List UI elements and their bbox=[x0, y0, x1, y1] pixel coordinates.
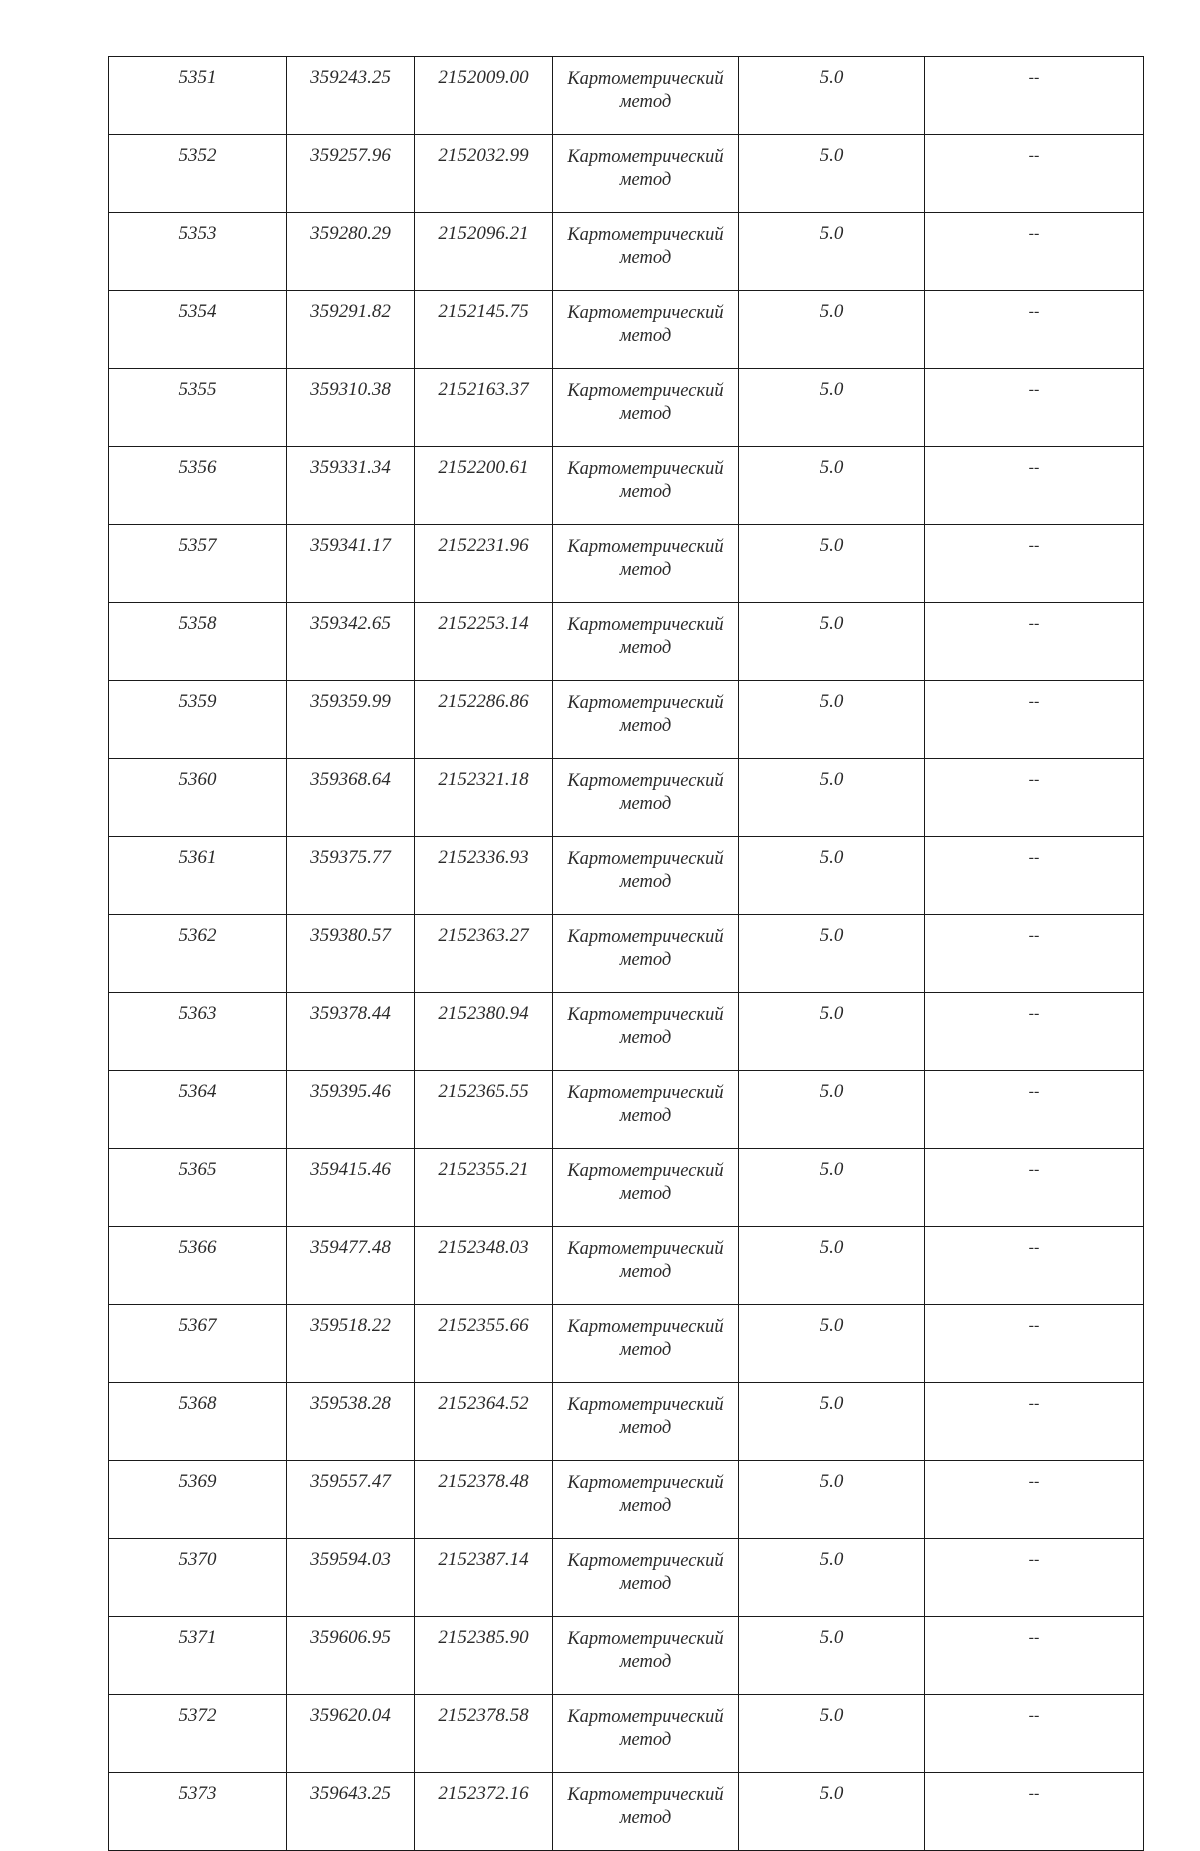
method-line-2: метод bbox=[619, 170, 672, 190]
accuracy-cell: 5.0 bbox=[739, 1149, 925, 1227]
table-row bbox=[109, 1617, 1144, 1695]
note-cell: -- bbox=[925, 1695, 1144, 1773]
method-cell bbox=[553, 1773, 739, 1851]
method-cell bbox=[553, 681, 739, 759]
method-line-1: Картометрический bbox=[567, 849, 724, 869]
method-cell bbox=[553, 1383, 739, 1461]
x-coordinate-cell: 359310.38 bbox=[287, 369, 415, 447]
table-row bbox=[109, 759, 1144, 837]
y-coordinate-cell: 2152336.93 bbox=[415, 837, 553, 915]
accuracy-cell: 5.0 bbox=[739, 1773, 925, 1851]
table-row bbox=[109, 993, 1144, 1071]
x-coordinate-cell: 359415.46 bbox=[287, 1149, 415, 1227]
note-cell: -- bbox=[925, 1071, 1144, 1149]
note-cell: -- bbox=[925, 135, 1144, 213]
method-line-2: метод bbox=[619, 248, 672, 268]
y-coordinate-cell: 2152145.75 bbox=[415, 291, 553, 369]
x-coordinate-cell: 359518.22 bbox=[287, 1305, 415, 1383]
x-coordinate-cell: 359243.25 bbox=[287, 57, 415, 135]
method-line-2: метод bbox=[619, 1808, 672, 1828]
method-cell bbox=[553, 291, 739, 369]
point-number-cell: 5352 bbox=[109, 135, 287, 213]
method-line-1: Картометрический bbox=[567, 537, 724, 557]
method-line-1: Картометрический bbox=[567, 1629, 724, 1649]
x-coordinate-cell: 359375.77 bbox=[287, 837, 415, 915]
point-number-cell: 5362 bbox=[109, 915, 287, 993]
point-number-cell: 5357 bbox=[109, 525, 287, 603]
accuracy-cell: 5.0 bbox=[739, 525, 925, 603]
note-cell: -- bbox=[925, 1227, 1144, 1305]
method-line-1: Картометрический bbox=[567, 1551, 724, 1571]
table-row bbox=[109, 369, 1144, 447]
point-number-cell: 5363 bbox=[109, 993, 287, 1071]
method-cell bbox=[553, 837, 739, 915]
note-cell: -- bbox=[925, 603, 1144, 681]
accuracy-cell: 5.0 bbox=[739, 915, 925, 993]
y-coordinate-cell: 2152286.86 bbox=[415, 681, 553, 759]
method-cell bbox=[553, 213, 739, 291]
point-number-cell: 5355 bbox=[109, 369, 287, 447]
y-coordinate-cell: 2152032.99 bbox=[415, 135, 553, 213]
accuracy-cell: 5.0 bbox=[739, 291, 925, 369]
method-cell bbox=[553, 447, 739, 525]
note-cell: -- bbox=[925, 369, 1144, 447]
y-coordinate-cell: 2152253.14 bbox=[415, 603, 553, 681]
method-line-1: Картометрический bbox=[567, 381, 724, 401]
point-number-cell: 5371 bbox=[109, 1617, 287, 1695]
accuracy-cell: 5.0 bbox=[739, 837, 925, 915]
accuracy-cell: 5.0 bbox=[739, 681, 925, 759]
note-cell: -- bbox=[925, 1305, 1144, 1383]
x-coordinate-cell: 359257.96 bbox=[287, 135, 415, 213]
y-coordinate-cell: 2152200.61 bbox=[415, 447, 553, 525]
point-number-cell: 5372 bbox=[109, 1695, 287, 1773]
method-line-1: Картометрический bbox=[567, 1707, 724, 1727]
table-row bbox=[109, 213, 1144, 291]
method-line-2: метод bbox=[619, 716, 672, 736]
table-row bbox=[109, 603, 1144, 681]
point-number-cell: 5356 bbox=[109, 447, 287, 525]
method-line-2: метод bbox=[619, 1340, 672, 1360]
method-line-1: Картометрический bbox=[567, 1785, 724, 1805]
table-row bbox=[109, 1383, 1144, 1461]
table-row bbox=[109, 1305, 1144, 1383]
note-cell: -- bbox=[925, 525, 1144, 603]
accuracy-cell: 5.0 bbox=[739, 447, 925, 525]
point-number-cell: 5373 bbox=[109, 1773, 287, 1851]
x-coordinate-cell: 359395.46 bbox=[287, 1071, 415, 1149]
method-line-2: метод bbox=[619, 1730, 672, 1750]
accuracy-cell: 5.0 bbox=[739, 135, 925, 213]
method-line-2: метод bbox=[619, 1028, 672, 1048]
table-row bbox=[109, 1149, 1144, 1227]
method-line-1: Картометрический bbox=[567, 225, 724, 245]
method-line-2: метод bbox=[619, 794, 672, 814]
method-line-2: метод bbox=[619, 482, 672, 502]
table-row bbox=[109, 1227, 1144, 1305]
y-coordinate-cell: 2152363.27 bbox=[415, 915, 553, 993]
note-cell: -- bbox=[925, 681, 1144, 759]
accuracy-cell: 5.0 bbox=[739, 993, 925, 1071]
x-coordinate-cell: 359606.95 bbox=[287, 1617, 415, 1695]
method-line-2: метод bbox=[619, 950, 672, 970]
x-coordinate-cell: 359331.34 bbox=[287, 447, 415, 525]
accuracy-cell: 5.0 bbox=[739, 1305, 925, 1383]
method-line-1: Картометрический bbox=[567, 927, 724, 947]
coordinates-table bbox=[108, 56, 1144, 1851]
method-line-2: метод bbox=[619, 92, 672, 112]
y-coordinate-cell: 2152355.21 bbox=[415, 1149, 553, 1227]
table-row bbox=[109, 1773, 1144, 1851]
note-cell: -- bbox=[925, 1461, 1144, 1539]
table-row bbox=[109, 915, 1144, 993]
method-line-1: Картометрический bbox=[567, 1317, 724, 1337]
method-cell bbox=[553, 1461, 739, 1539]
method-cell bbox=[553, 1617, 739, 1695]
method-line-2: метод bbox=[619, 1574, 672, 1594]
x-coordinate-cell: 359538.28 bbox=[287, 1383, 415, 1461]
method-line-1: Картометрический bbox=[567, 303, 724, 323]
method-cell bbox=[553, 525, 739, 603]
method-line-1: Картометрический bbox=[567, 693, 724, 713]
note-cell: -- bbox=[925, 1773, 1144, 1851]
y-coordinate-cell: 2152321.18 bbox=[415, 759, 553, 837]
point-number-cell: 5353 bbox=[109, 213, 287, 291]
x-coordinate-cell: 359341.17 bbox=[287, 525, 415, 603]
point-number-cell: 5364 bbox=[109, 1071, 287, 1149]
y-coordinate-cell: 2152355.66 bbox=[415, 1305, 553, 1383]
method-cell bbox=[553, 1539, 739, 1617]
method-cell bbox=[553, 1071, 739, 1149]
y-coordinate-cell: 2152163.37 bbox=[415, 369, 553, 447]
accuracy-cell: 5.0 bbox=[739, 1539, 925, 1617]
method-cell bbox=[553, 135, 739, 213]
method-cell bbox=[553, 1149, 739, 1227]
method-line-2: метод bbox=[619, 872, 672, 892]
table-row bbox=[109, 525, 1144, 603]
x-coordinate-cell: 359557.47 bbox=[287, 1461, 415, 1539]
point-number-cell: 5360 bbox=[109, 759, 287, 837]
accuracy-cell: 5.0 bbox=[739, 759, 925, 837]
method-line-1: Картометрический bbox=[567, 771, 724, 791]
point-number-cell: 5370 bbox=[109, 1539, 287, 1617]
note-cell: -- bbox=[925, 915, 1144, 993]
x-coordinate-cell: 359368.64 bbox=[287, 759, 415, 837]
accuracy-cell: 5.0 bbox=[739, 57, 925, 135]
method-line-2: метод bbox=[619, 1184, 672, 1204]
point-number-cell: 5359 bbox=[109, 681, 287, 759]
method-line-2: метод bbox=[619, 560, 672, 580]
table-row bbox=[109, 57, 1144, 135]
note-cell: -- bbox=[925, 837, 1144, 915]
x-coordinate-cell: 359280.29 bbox=[287, 213, 415, 291]
table-row bbox=[109, 1695, 1144, 1773]
note-cell: -- bbox=[925, 1149, 1144, 1227]
method-cell bbox=[553, 993, 739, 1071]
method-line-1: Картометрический bbox=[567, 1239, 724, 1259]
point-number-cell: 5369 bbox=[109, 1461, 287, 1539]
y-coordinate-cell: 2152387.14 bbox=[415, 1539, 553, 1617]
table-row bbox=[109, 837, 1144, 915]
accuracy-cell: 5.0 bbox=[739, 603, 925, 681]
accuracy-cell: 5.0 bbox=[739, 1383, 925, 1461]
y-coordinate-cell: 2152096.21 bbox=[415, 213, 553, 291]
method-cell bbox=[553, 1227, 739, 1305]
method-line-1: Картометрический bbox=[567, 615, 724, 635]
table-row bbox=[109, 135, 1144, 213]
note-cell: -- bbox=[925, 759, 1144, 837]
method-cell bbox=[553, 603, 739, 681]
y-coordinate-cell: 2152348.03 bbox=[415, 1227, 553, 1305]
point-number-cell: 5366 bbox=[109, 1227, 287, 1305]
note-cell: -- bbox=[925, 213, 1144, 291]
x-coordinate-cell: 359359.99 bbox=[287, 681, 415, 759]
note-cell: -- bbox=[925, 1383, 1144, 1461]
y-coordinate-cell: 2152378.58 bbox=[415, 1695, 553, 1773]
table-row bbox=[109, 1539, 1144, 1617]
method-cell bbox=[553, 1305, 739, 1383]
method-line-2: метод bbox=[619, 1496, 672, 1516]
coordinates-table-body bbox=[109, 57, 1144, 1851]
accuracy-cell: 5.0 bbox=[739, 1695, 925, 1773]
method-cell bbox=[553, 369, 739, 447]
y-coordinate-cell: 2152231.96 bbox=[415, 525, 553, 603]
method-line-2: метод bbox=[619, 1652, 672, 1672]
method-line-1: Картометрический bbox=[567, 1473, 724, 1493]
y-coordinate-cell: 2152385.90 bbox=[415, 1617, 553, 1695]
method-cell bbox=[553, 1695, 739, 1773]
note-cell: -- bbox=[925, 57, 1144, 135]
table-row bbox=[109, 1071, 1144, 1149]
y-coordinate-cell: 2152364.52 bbox=[415, 1383, 553, 1461]
point-number-cell: 5368 bbox=[109, 1383, 287, 1461]
method-line-2: метод bbox=[619, 1106, 672, 1126]
point-number-cell: 5354 bbox=[109, 291, 287, 369]
y-coordinate-cell: 2152372.16 bbox=[415, 1773, 553, 1851]
method-cell bbox=[553, 57, 739, 135]
method-line-2: метод bbox=[619, 326, 672, 346]
method-cell bbox=[553, 759, 739, 837]
table-row bbox=[109, 681, 1144, 759]
x-coordinate-cell: 359378.44 bbox=[287, 993, 415, 1071]
note-cell: -- bbox=[925, 447, 1144, 525]
note-cell: -- bbox=[925, 291, 1144, 369]
x-coordinate-cell: 359477.48 bbox=[287, 1227, 415, 1305]
y-coordinate-cell: 2152378.48 bbox=[415, 1461, 553, 1539]
method-cell bbox=[553, 915, 739, 993]
x-coordinate-cell: 359380.57 bbox=[287, 915, 415, 993]
accuracy-cell: 5.0 bbox=[739, 1071, 925, 1149]
table-row bbox=[109, 291, 1144, 369]
y-coordinate-cell: 2152380.94 bbox=[415, 993, 553, 1071]
method-line-2: метод bbox=[619, 1262, 672, 1282]
accuracy-cell: 5.0 bbox=[739, 369, 925, 447]
x-coordinate-cell: 359342.65 bbox=[287, 603, 415, 681]
y-coordinate-cell: 2152365.55 bbox=[415, 1071, 553, 1149]
point-number-cell: 5358 bbox=[109, 603, 287, 681]
method-line-2: метод bbox=[619, 638, 672, 658]
accuracy-cell: 5.0 bbox=[739, 1227, 925, 1305]
point-number-cell: 5351 bbox=[109, 57, 287, 135]
x-coordinate-cell: 359594.03 bbox=[287, 1539, 415, 1617]
x-coordinate-cell: 359291.82 bbox=[287, 291, 415, 369]
point-number-cell: 5361 bbox=[109, 837, 287, 915]
method-line-2: метод bbox=[619, 404, 672, 424]
method-line-1: Картометрический bbox=[567, 459, 724, 479]
method-line-1: Картометрический bbox=[567, 1161, 724, 1181]
note-cell: -- bbox=[925, 993, 1144, 1071]
accuracy-cell: 5.0 bbox=[739, 1461, 925, 1539]
accuracy-cell: 5.0 bbox=[739, 1617, 925, 1695]
y-coordinate-cell: 2152009.00 bbox=[415, 57, 553, 135]
method-line-1: Картометрический bbox=[567, 1083, 724, 1103]
method-line-1: Картометрический bbox=[567, 1005, 724, 1025]
x-coordinate-cell: 359643.25 bbox=[287, 1773, 415, 1851]
accuracy-cell: 5.0 bbox=[739, 213, 925, 291]
point-number-cell: 5365 bbox=[109, 1149, 287, 1227]
method-line-1: Картометрический bbox=[567, 69, 724, 89]
method-line-2: метод bbox=[619, 1418, 672, 1438]
table-row bbox=[109, 1461, 1144, 1539]
method-line-1: Картометрический bbox=[567, 147, 724, 167]
point-number-cell: 5367 bbox=[109, 1305, 287, 1383]
note-cell: -- bbox=[925, 1539, 1144, 1617]
table-row bbox=[109, 447, 1144, 525]
note-cell: -- bbox=[925, 1617, 1144, 1695]
method-line-1: Картометрический bbox=[567, 1395, 724, 1415]
x-coordinate-cell: 359620.04 bbox=[287, 1695, 415, 1773]
